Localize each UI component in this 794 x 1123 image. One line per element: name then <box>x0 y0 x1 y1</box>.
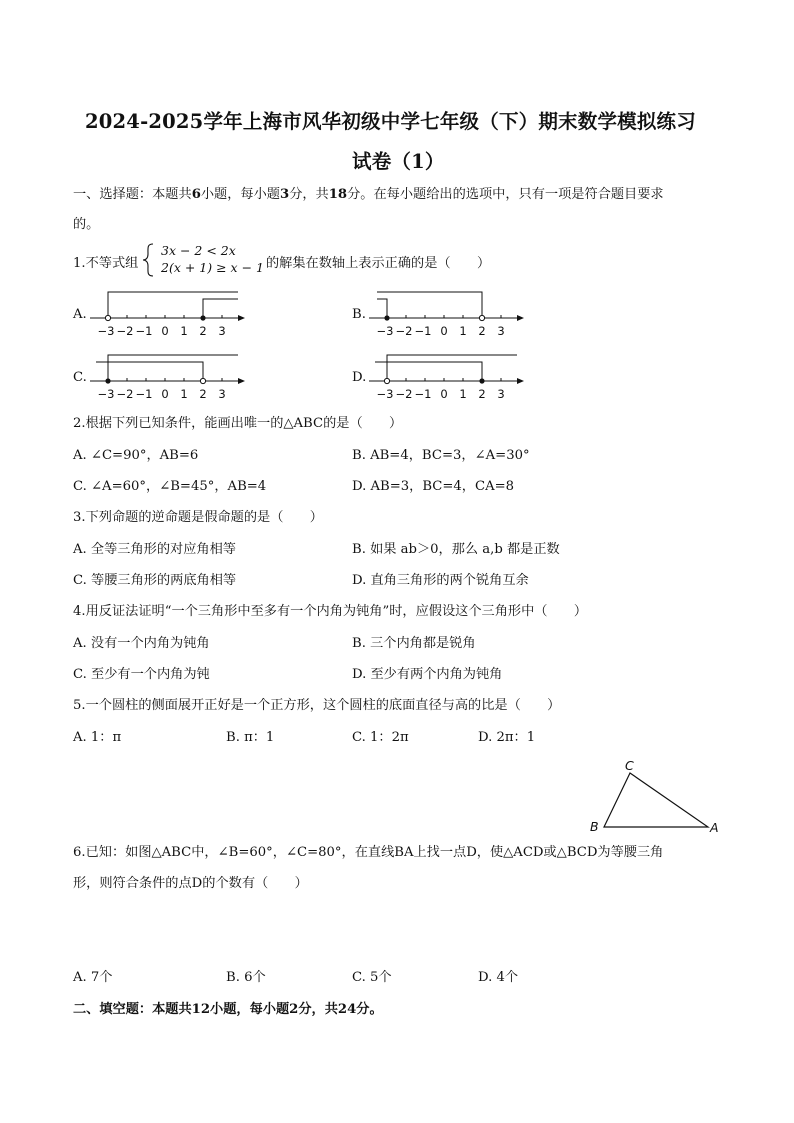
tick-label: −2 <box>395 324 413 338</box>
section1-mid1: 小题，每小题 <box>200 187 280 202</box>
tick-label: 1 <box>180 387 188 401</box>
tick-label: −2 <box>116 324 134 338</box>
q3-stem: 3.下列命题的逆命题是假命题的是（ ） <box>73 510 323 525</box>
tick-label: −2 <box>395 387 413 401</box>
q4-option-d: D. 至少有两个内角为钝角 <box>352 667 503 682</box>
tick-label: −3 <box>97 387 115 401</box>
q1-suffix: 的解集在数轴上表示正确的是（ ） <box>266 256 491 271</box>
q6-option-d: D. 4个 <box>478 970 519 985</box>
tick-label: −1 <box>414 387 432 401</box>
vertex-a-label: A <box>710 820 719 835</box>
section1-mid2: 分，共 <box>289 187 329 202</box>
q1-prefix: 1.不等式组 <box>73 256 139 271</box>
tick-label: 1 <box>180 324 188 338</box>
q4-stem: 4.用反证法证明“一个三角形中至多有一个内角为钝角”时，应假设这个三角形中（ ） <box>73 604 587 619</box>
tick-label: 2 <box>199 387 207 401</box>
q1-inequality-2: 2(x + 1) ≥ x − 1 <box>161 260 264 275</box>
q1-inequality-1: 3x − 2 < 2x <box>161 243 236 258</box>
q5-option-a: A. 1：π <box>73 730 122 745</box>
tick-label: 1 <box>459 324 467 338</box>
q3-option-b: B. 如果 ab＞0，那么 a,b 都是正数 <box>352 542 560 557</box>
tick-label: 2 <box>478 324 486 338</box>
section1-count: 6 <box>191 187 201 202</box>
q3-option-d: D. 直角三角形的两个锐角互余 <box>352 573 529 588</box>
tick-label: 0 <box>161 387 169 401</box>
vertex-b-label: B <box>590 819 599 834</box>
tick-label: 0 <box>440 387 448 401</box>
q1-option-a-numberline <box>88 288 253 343</box>
q2-option-b: B. AB=4，BC=3，∠A=30° <box>352 448 530 463</box>
q2-stem: 2.根据下列已知条件，能画出唯一的△ABC的是（ ） <box>73 416 403 431</box>
q4-option-a: A. 没有一个内角为钝角 <box>73 636 210 651</box>
q4-option-c: C. 至少有一个内角为钝 <box>73 667 210 682</box>
tick-label: −1 <box>414 324 432 338</box>
q4-option-b: B. 三个内角都是锐角 <box>352 636 476 651</box>
q6-stem-line2: 形，则符合条件的点D的个数有（ ） <box>73 876 308 891</box>
q1-option-c-label: C. <box>73 370 87 385</box>
q6-option-b: B. 6个 <box>226 970 266 985</box>
section2-heading: 二、填空题：本题共12小题，每小题2分，共24分。 <box>73 1002 383 1017</box>
q2-option-a: A. ∠C=90°，AB=6 <box>73 448 199 463</box>
q5-option-d: D. 2π：1 <box>478 730 536 745</box>
q1-option-a-label: A. <box>73 307 87 322</box>
q1-option-d-label: D. <box>352 370 367 385</box>
page-title-line2: 试卷（1） <box>352 150 445 173</box>
q2-option-c: C. ∠A=60°，∠B=45°，AB=4 <box>73 479 267 494</box>
q3-option-a: A. 全等三角形的对应角相等 <box>73 542 236 557</box>
tick-label: 2 <box>199 324 207 338</box>
q1-option-d-numberline <box>367 351 532 406</box>
q3-option-c: C. 等腰三角形的两底角相等 <box>73 573 237 588</box>
tick-label: 0 <box>440 324 448 338</box>
q6-stem-line1: 6.已知：如图△ABC中，∠B=60°，∠C=80°，在直线BA上找一点D，使△ACD或△BCD为等腰三角 <box>73 845 664 860</box>
tick-label: 3 <box>497 387 505 401</box>
q2-option-d: D. AB=3，BC=4，CA=8 <box>352 479 515 494</box>
q5-stem: 5.一个圆柱的侧面展开正好是一个正方形，这个圆柱的底面直径与高的比是（ ） <box>73 698 561 713</box>
section1-tail: 分。在每小题给出的选项中，只有一项是符合题目要求 <box>347 187 664 202</box>
q5-option-b: B. π：1 <box>226 730 275 745</box>
tick-label: 3 <box>218 324 226 338</box>
section1-head-text: 一、选择题：本题共 <box>73 187 192 202</box>
tick-label: −3 <box>97 324 115 338</box>
tick-label: 3 <box>497 324 505 338</box>
q6-option-c: C. 5个 <box>352 970 392 985</box>
q6-triangle-figure <box>585 756 725 840</box>
q5-option-c: C. 1：2π <box>352 730 409 745</box>
q1-option-b-label: B. <box>352 307 366 322</box>
tick-label: −1 <box>135 387 153 401</box>
section1-points-each: 3 <box>280 187 290 202</box>
tick-label: −3 <box>376 324 394 338</box>
section1-heading <box>73 186 664 204</box>
tick-label: 3 <box>218 387 226 401</box>
q6-option-a: A. 7个 <box>73 970 113 985</box>
tick-label: 0 <box>161 324 169 338</box>
tick-label: −2 <box>116 387 134 401</box>
q1-option-b-numberline <box>367 288 532 343</box>
q1-brace <box>141 242 155 278</box>
tick-label: −3 <box>376 387 394 401</box>
section1-heading-line2: 的。 <box>73 217 100 232</box>
tick-label: 2 <box>478 387 486 401</box>
vertex-c-label: C <box>625 758 634 773</box>
q1-option-c-numberline <box>88 351 253 406</box>
tick-label: 1 <box>459 387 467 401</box>
triangle-abc <box>604 773 708 827</box>
page-title: 2024-2025学年上海市风华初级中学七年级（下）期末数学模拟练习 <box>85 110 696 133</box>
tick-label: −1 <box>135 324 153 338</box>
section1-points-total: 18 <box>328 187 348 202</box>
